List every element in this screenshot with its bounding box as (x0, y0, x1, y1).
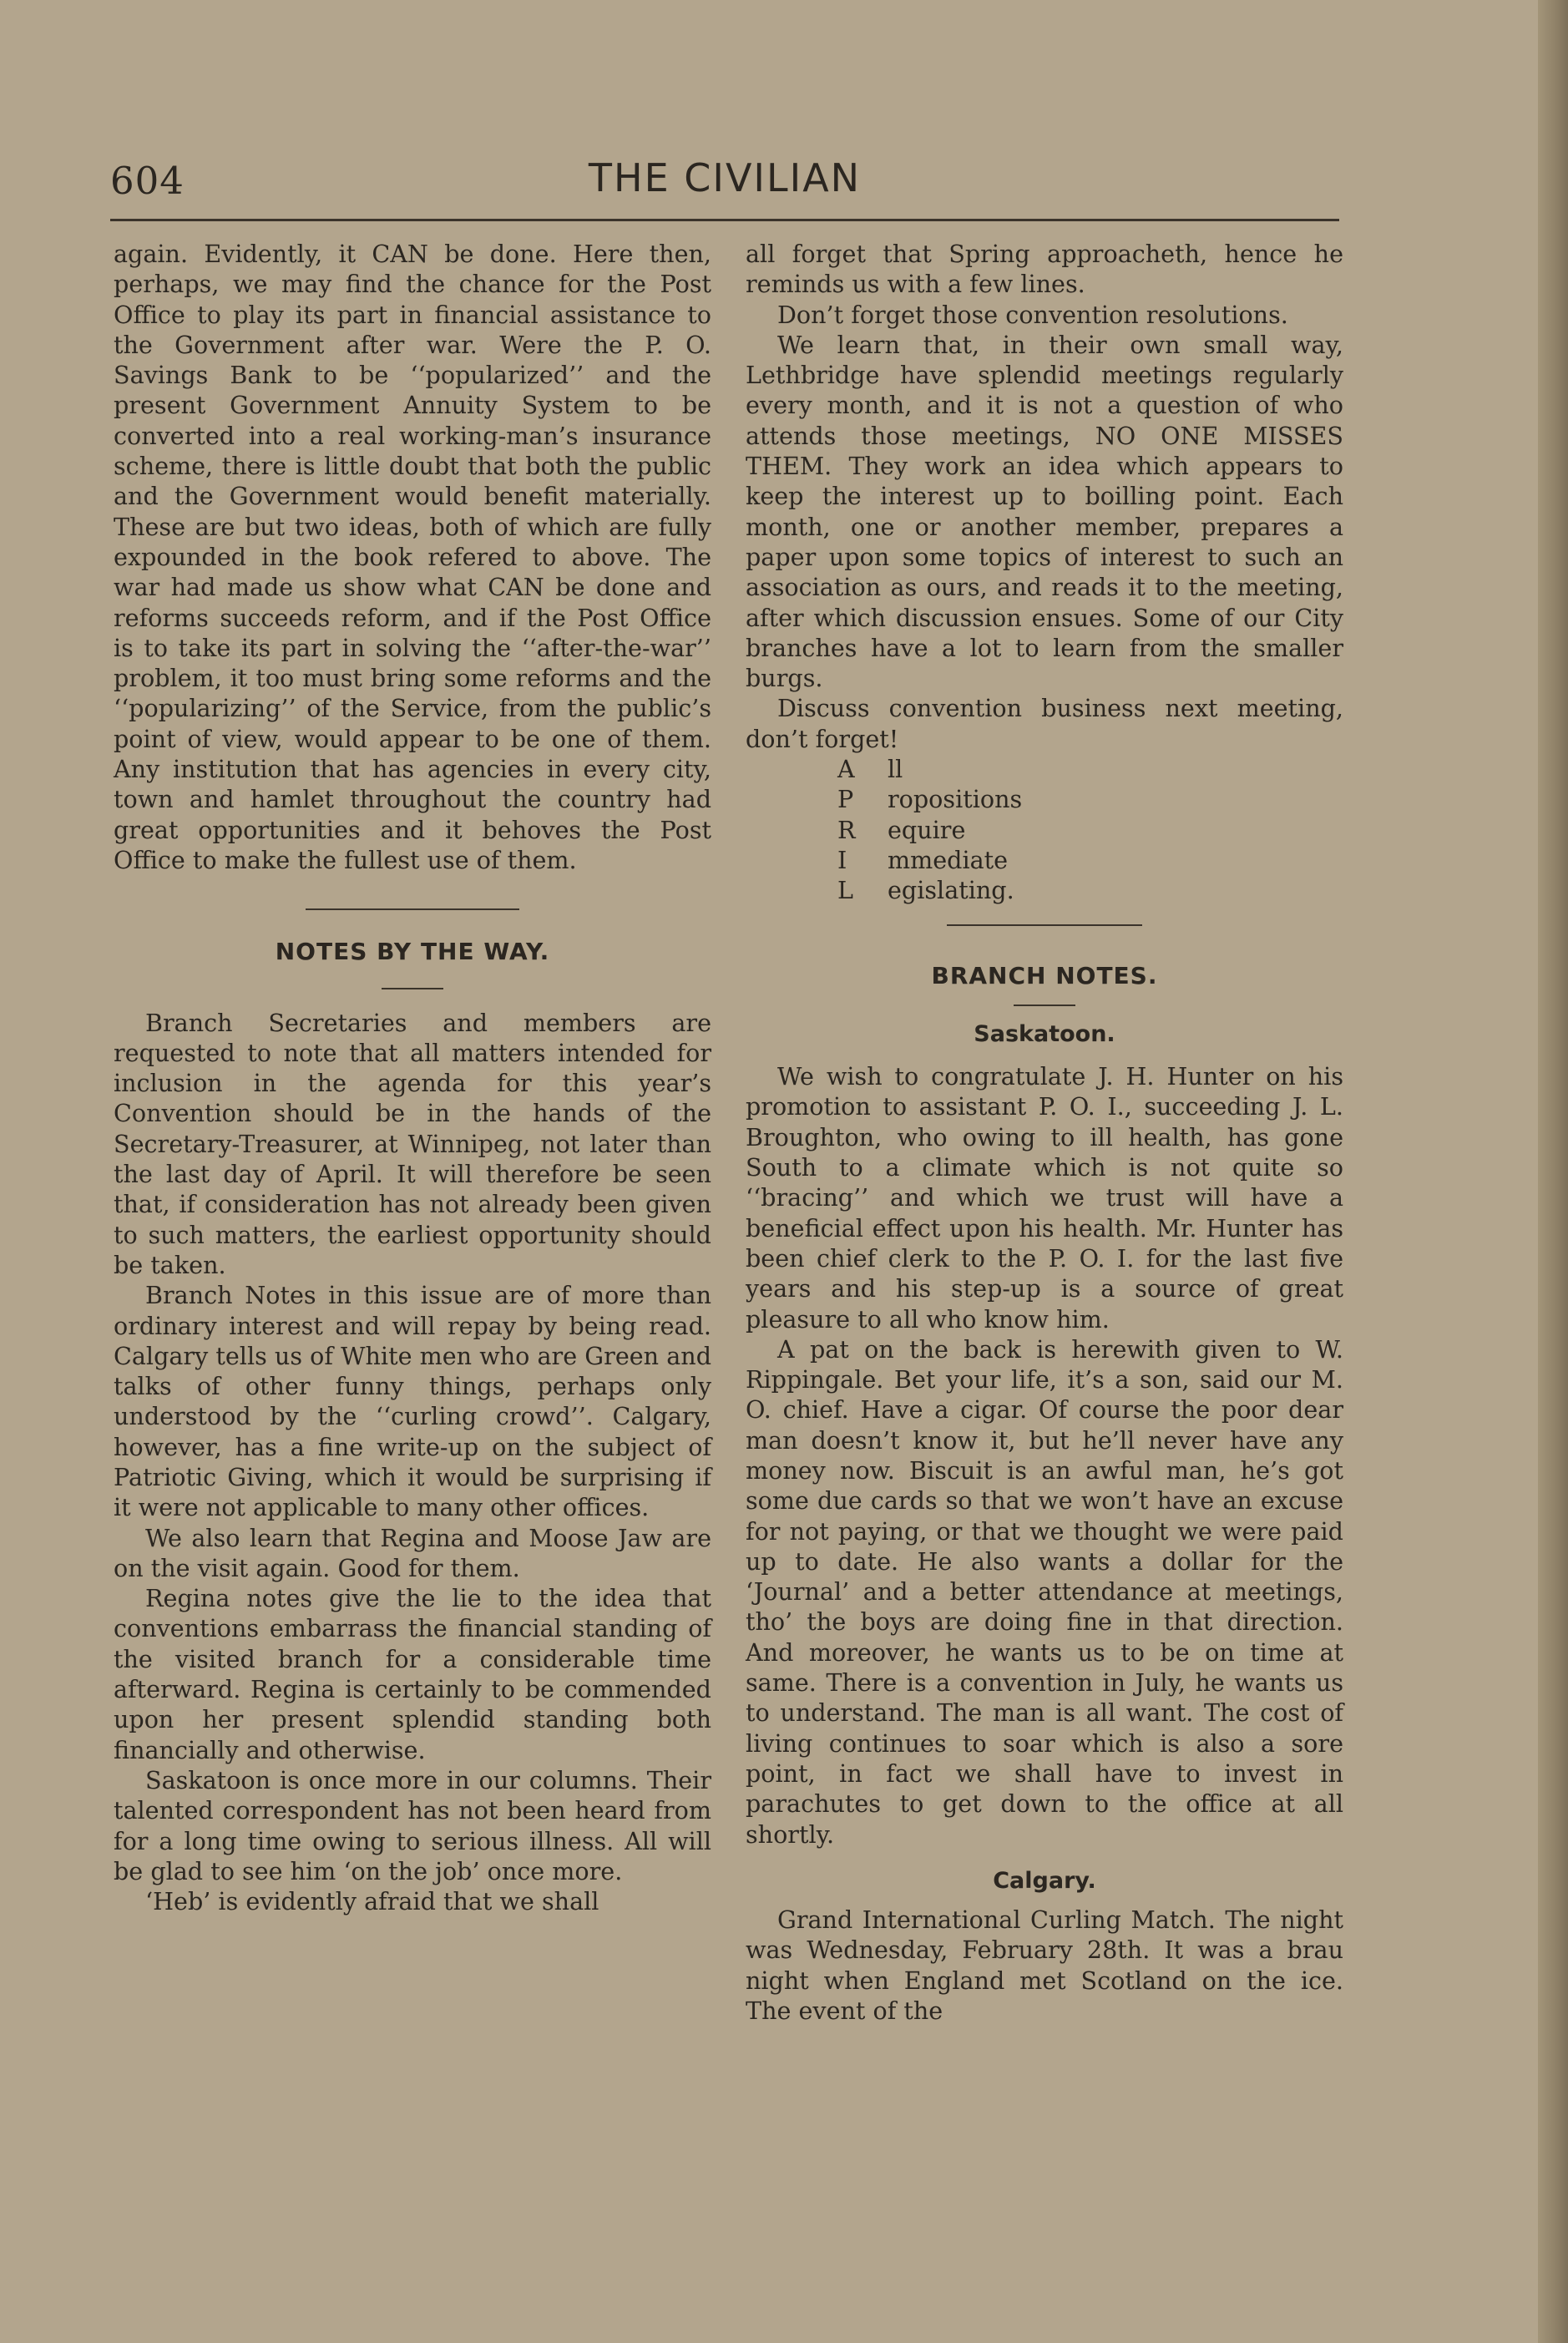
calgary-heading: Calgary. (993, 1867, 1096, 1894)
acrostic-line (837, 845, 1343, 875)
header-rule (110, 219, 1339, 221)
saskatoon-paragraph: A pat on the back is herewith given to W. Rippingale. Bet your life, it’s a son, said our M. O. chief. Have a cigar. Of course the poor dear man doesn’t know it, but he’ll never have any money now. Biscuit is an awful man, he’s got some due cards so that we won’t have an excuse for not paying, or that we thought we were paid up to date. He also wants a dollar for the ‘Journal’ and a better attendance at meetings, tho’ the boys are doing fine in that direction. And moreover, he wants us to be on time at same. There is a convention in July, he wants us to understand. The man is all want. The cost of living continues to soar which is also a sore point, in fact we shall have to invest in parachutes to get down to the office at all shortly. (746, 1334, 1343, 1849)
branch-notes-heading: BRANCH NOTES. (931, 961, 1158, 989)
acrostic-letter: P (837, 785, 854, 814)
calgary-paragraph: Grand International Curling Match. The night was Wednesday, February 28th. It was a brau night when England met Scotland on the ice. The event of the (746, 1905, 1343, 2026)
acrostic-line (837, 875, 1343, 905)
acrostic-word: mmediate (888, 845, 1009, 874)
acrostic-word: ll (888, 755, 903, 784)
acrostic-letter: I (837, 845, 847, 874)
intro-paragraph: We learn that, in their own small way, Lethbridge have splendid meetings regularly every month, and it is not a question of who attends those meetings, NO ONE MISSES THEM. They work an idea which appears to keep the interest up to boilling point. Each month, one or another member, prepares a paper upon some topics of interest to such an association as ours, and reads it to the meeting, after which discussion ensues. Some of our City branches have a lot to learn from the smaller burgs. (746, 330, 1343, 693)
acrostic (746, 754, 1343, 905)
acrostic-line (837, 784, 1343, 814)
saskatoon-paragraph: We wish to congratulate J. H. Hunter on his promotion to assistant P. O. I., succeeding J. L. Broughton, who owing to ill health, has gone South to a climate which is not quite so ‘‘bracing’’ and which we trust will have a beneficial effect upon his health. Mr. Hunter has been chief clerk to the P. O. I. for the last five years and his step-up is a source of great pleasure to all who know him. (746, 1062, 1343, 1333)
notes-paragraph: We also learn that Regina and Moose Jaw are on the visit again. Good for them. (114, 1523, 711, 1582)
right-column (746, 239, 1343, 2026)
intro-paragraph: Don’t forget those convention resolutions. (777, 300, 1288, 329)
notes-by-the-way-heading: NOTES BY THE WAY. (275, 938, 550, 966)
intro-paragraph: again. Evidently, it CAN be done. Here then, perhaps, we may find the chance for the Post Office to play its part in financial assistance to the Government after war. Were the P. O. Savings Bank to be ‘‘popularized’’ and the present Government Annuity System to be converted into a real working-man’s insurance scheme, there is little doubt that both the public and the Government would benefit materially. These are but two ideas, both of which are fully expounded in the book refered to above. The war had made us show what CAN be done and reforms succeeds reform, and if the Post Office is to take its part in solving the ‘‘after-the-war’’ problem, it too must bring some reforms and the ‘‘popularizing’’ of the Service, from the public’s point of view, would appear to be one of them. Any institution that has agencies in every city, town and hamlet throughout the country had great opportunities and it behoves the Post Office to make the fullest use of them. (114, 240, 711, 874)
notes-paragraph: Saskatoon is once more in our columns. Their talented correspondent has not been heard from for a long time owing to serious illness. All will be glad to see him ‘on the job’ once more. (114, 1765, 711, 1885)
acrostic-line (837, 815, 1343, 845)
saskatoon-heading: Saskatoon. (974, 1020, 1115, 1047)
acrostic-letter: A (837, 755, 855, 784)
page-number: 604 (110, 159, 185, 203)
acrostic-word: egislating. (888, 876, 1014, 905)
acrostic-word: ropositions (888, 785, 1023, 814)
page-edge (1538, 0, 1568, 2343)
journal-title: THE CIVILIAN (588, 155, 862, 200)
left-column (114, 239, 711, 1916)
notes-paragraph: Branch Notes in this issue are of more than ordinary interest and will repay by being read. Calgary tells us of White men who are Green and talks of other funny things, perhaps only understood by the ‘‘curling crowd’’. Calgary, however, has a fine write-up on the subject of Patriotic Giving, which it would be surprising if it were not applicable to many other offices. (114, 1281, 711, 1522)
notes-paragraph: Branch Secretaries and members are requested to note that all matters intended for inclusion in the agenda for this year’s Convention should be in the hands of the Secretary-Treasurer, at Winnipeg, not later than the last day of April. It will therefore be seen that, if consideration has not already been given to such matters, the earliest opportunity should be taken. (114, 1008, 711, 1279)
acrostic-letter: L (837, 876, 853, 905)
page-header (110, 155, 1339, 214)
intro-paragraph: all forget that Spring approacheth, hence he reminds us with a few lines. (746, 240, 1343, 299)
acrostic-line (837, 754, 1343, 784)
acrostic-letter: R (837, 815, 856, 844)
acrostic-word: equire (888, 815, 966, 844)
notes-paragraph: Regina notes give the lie to the idea that conventions embarrass the financial standing of the visited branch for a considerable time afterward. Regina is certainly to be commended upon her present splendid standing both financially and otherwise. (114, 1584, 711, 1764)
intro-paragraph: Discuss convention business next meeting, don’t forget! (746, 694, 1343, 753)
notes-paragraph: ‘Heb’ is evidently afraid that we shall (145, 1887, 599, 1916)
